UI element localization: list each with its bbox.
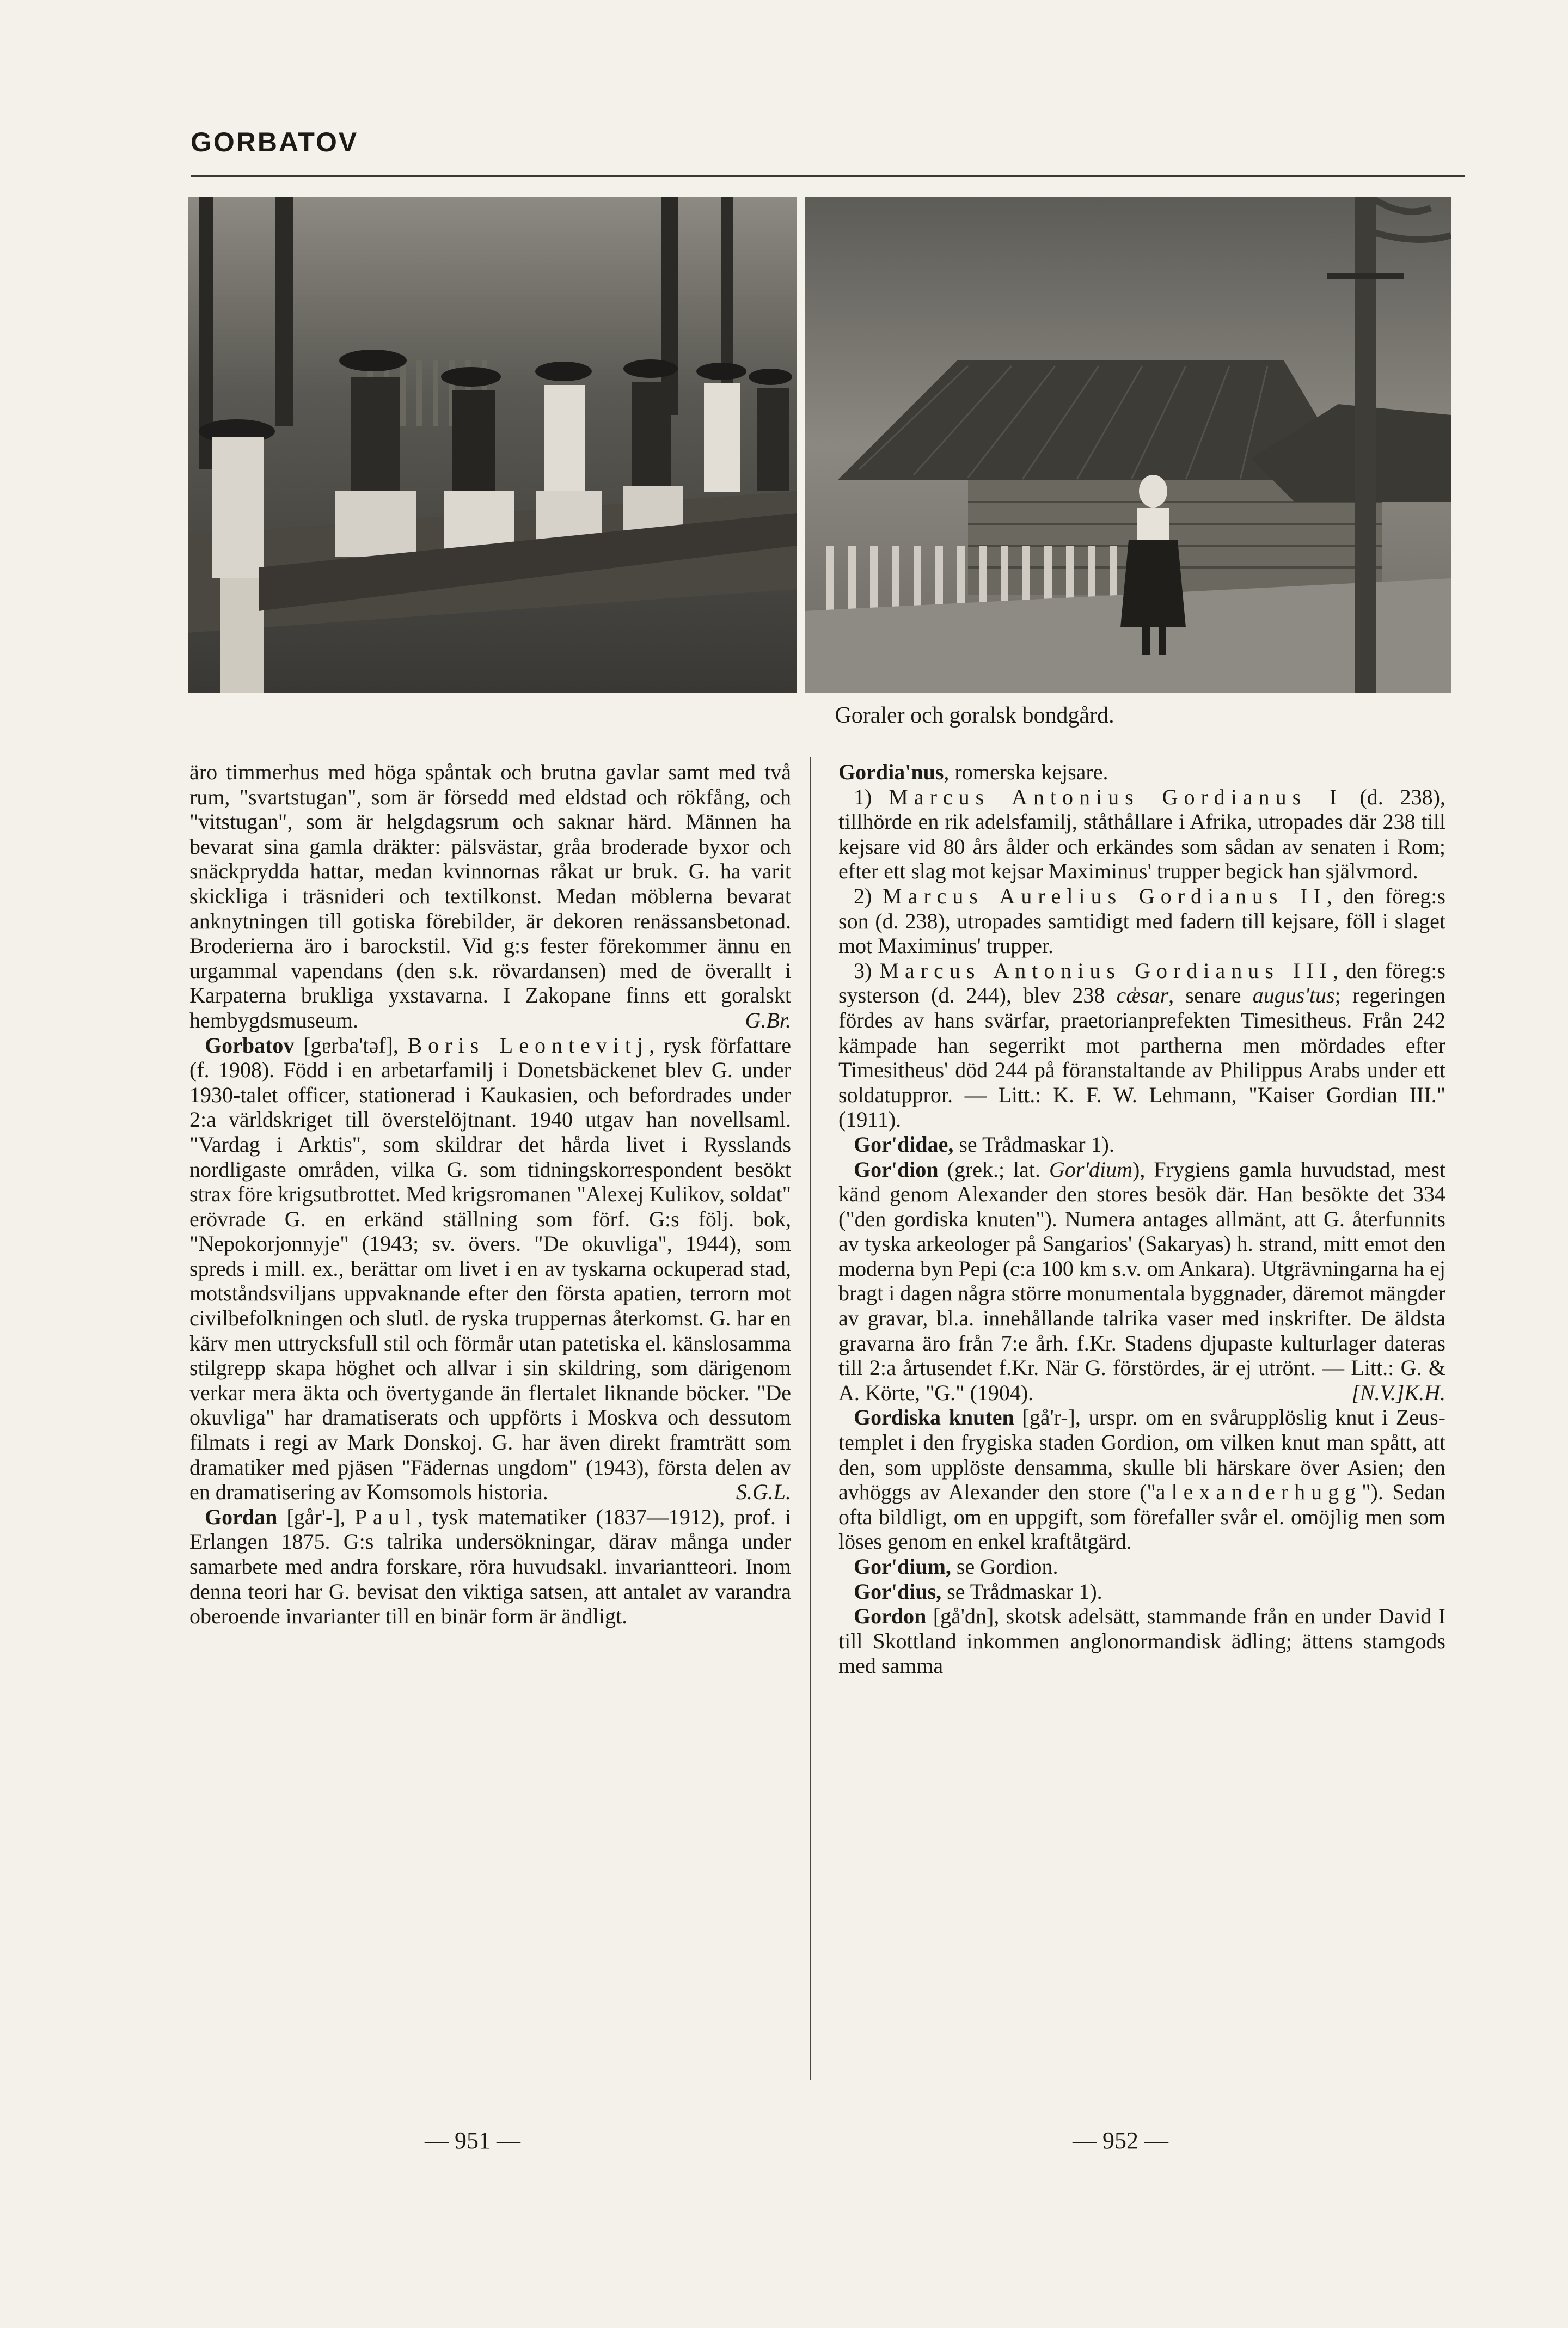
- entry-gorbatov-headword: Gorbatov: [205, 1032, 295, 1058]
- entry-gordianus-text: , romerska kejsare.: [944, 760, 1108, 784]
- entry-gordius-headword: Gor'dius,: [854, 1579, 942, 1604]
- goral-men-illustration: [188, 197, 797, 693]
- entry-gorbatov-pronunciation: [gɐrba'təf],: [294, 1032, 408, 1058]
- page-number-right: — 952 —: [1073, 2127, 1168, 2154]
- entry-gordiska-knuten-headword: Gordiska knuten: [854, 1405, 1014, 1430]
- entry-gordius: [838, 1579, 1445, 1604]
- entry-gordianus-2-number: 2): [854, 883, 883, 908]
- entry-gordiska-knuten-text-a: [gå'r-], urspr. om en svårupplöslig knut i Zeus-templet i den frygiska staden Gordion, om vilken knut man spått, att den, som upplöste densamma, skulle bli härskare över Asien; den avhöggs av Alexander den store (": [838, 1405, 1446, 1505]
- entry-gordianus: [838, 760, 1445, 785]
- entry-gordianus-2: [838, 884, 1445, 958]
- entry-gordianus-headword: Gordia'nus: [838, 760, 944, 784]
- photo-caption: [0, 702, 1568, 729]
- entry-gorbatov-signature: S.G.L.: [736, 1480, 791, 1505]
- entry-gordan-name: Paul: [354, 1504, 418, 1529]
- entry-gordianus-3-text-a: , den föreg:s systerson (d. 244), blev 238: [838, 958, 1445, 1008]
- entry-gordan: [189, 1505, 791, 1629]
- entry-gordianus-3-text-b: , senare: [1168, 983, 1253, 1008]
- running-head: GORBATOV: [191, 127, 359, 157]
- entry-gordiska-knuten-spaced: alexanderhugg: [1155, 1480, 1362, 1505]
- entry-gordianus-1-number: 1): [854, 784, 889, 809]
- entry-gordon: [838, 1604, 1445, 1678]
- goraler-continuation: [189, 760, 791, 1033]
- entry-gordidae: [838, 1132, 1445, 1157]
- entry-gordianus-3: [838, 958, 1445, 1132]
- entry-gordium-headword: Gor'dium,: [854, 1554, 951, 1579]
- photo-caption-text: Goraler och goralsk bondgård.: [835, 703, 1114, 728]
- entry-gordon-text: [gå'dn], skotsk adelsätt, stammande från en under David I till Skottland inkommen anglonormandisk ädling; ättens stamgods med samma: [838, 1604, 1445, 1678]
- entry-gordidae-headword: Gor'didae,: [854, 1132, 954, 1157]
- entry-gorbatov-text: , rysk författare (f. 1908). Född i en arbetarfamilj i Donetsbäckenet blev G. under 1930-talet officer, stationerad i Kaukasien, och befordrades under 2:a världskriget till överstelöjtnant. 1940 utgav han novellsaml. "Vardag i Arktis", som skildrar det hårda livet i Rysslands nordligaste områden, vilka G. som tidningskorrespondent besökt strax före krigsutbrottet. Med krigsromanen "Alexej Kulikov, soldat" erövrade G. en erkänd ställning som förf. G:s följ. bok, "Nepokorjonnyje" (1943; sv. övers. "De okuvliga", 1944), som spreds i mill. ex., berättar om livet i en av tyskarna ockuperad stad, motståndsviljans uppvaknande efter den första apatien, terrorn mot civilbefolkningen och slutl. de ryska truppernas återkomst. G. har en kärv men uttrycksfull stil och förmår utan patetiska el. känslosamma stilgrepp skapa höghet och allvar i sin skildring, som därigenom verkar mera äkta och övertygande än flertalet liknande böcker. "De okuvliga" har dramatiserats och uppförts i Moskva och dessutom filmats i regi av Mark Donskoj. G. har även direkt framträtt som dramatiker med pjäsen "Fädernas ungdom" (1943), första delen av en dramatisering av Komsomols historia.: [189, 1032, 791, 1505]
- entry-gorbatov: [189, 1033, 791, 1505]
- entry-gordon-headword: Gordon: [854, 1604, 927, 1629]
- entry-gordan-text: , tysk matematiker (1837—1912), prof. i Erlangen 1875. G:s talrika undersökningar, därav många under samarbete med andra forskare, röra huvudsakl. invariantteori. Inom denna teori har G. bevisat den viktiga satsen, att antalet av varandra oberoende invarianter till en binär form är ändligt.: [189, 1504, 791, 1629]
- entry-gordianus-3-text-c: ; regeringen fördes av hans svärfar, praetorianprefekten Timesitheus. Från 242 kämpade han segerrikt mot partherna men mördades efter Timesitheus' död 244 på föranstaltande av Philippus Arabs under ett soldatuppror. — Litt.: K. F. W. Lehmann, "Kaiser Gordian III." (1911).: [838, 983, 1445, 1132]
- goral-farmhouse-illustration: [805, 197, 1451, 693]
- entry-gordianus-3-augustus: augus'tus: [1252, 983, 1335, 1008]
- goral-farmhouse-photo: [805, 197, 1451, 693]
- header-rule: [191, 175, 1465, 177]
- entry-gordianus-3-number: 3): [854, 958, 880, 983]
- goraler-text: äro timmerhus med höga spåntak och brutna gavlar samt med två rum, "svartstugan", som är försedd med eldstad och rökfång, och "vitstugan", som är helgdagsrum och saknar härd. Männen ha bevarat sina gamla dräkter: pälsvästar, gråa broderade byxor och snäckprydda hattar, medan kvinnornas råkat ur bruk. G. ha varit skickliga i träsnideri och textilkonst. Medan möblerna bevarat anknytningen till gotiska förebilder, är dekoren renässansbetonad. Broderierna äro i barockstil. Vid g:s fester förekommer ännu en urgammal vapendans (den s.k. rövardansen) med de överallt i Karpaterna brukliga yxstavarna. I Zakopane finns ett goralskt hembygdsmuseum.: [189, 760, 791, 1032]
- entry-gordianus-3-caesar: cæ̍sar: [1116, 983, 1169, 1008]
- entry-gordion-text-b: ), Frygiens gamla huvudstad, mest känd genom Alexander den stores besök där. Han besökte det 334 ("den gordiska knuten"). Numera antages allmänt, att G. återfunnits av tyska arkeologer på Sangarios' (Sakaryas) h. strand, mitt emot den moderna byn Pepi (c:a 100 km s.v. om Ankara). Utgrävningarna ha ej bragt i dagen några större monumentala byggnader, däremot mängder av gravar, bl.a. innehållande talrika vaser med inskrifter. De äldsta gravarna äro från 7:e årh. f.Kr. Stadens djupaste kulturlager dateras till 2:a årtusendet f.Kr. När G. förstördes, är ej utrönt. — Litt.: G. & A. Körte, "G." (1904).: [838, 1157, 1445, 1405]
- column-divider: [810, 757, 811, 2080]
- goral-men-photo: [188, 197, 797, 693]
- entry-gordion-headword: Gor'dion: [854, 1157, 939, 1182]
- entry-gordan-pronunciation: [går'-],: [277, 1504, 355, 1529]
- entry-gordianus-3-name: Marcus Antonius Gordianus III: [879, 958, 1333, 983]
- entry-gordium: [838, 1554, 1445, 1579]
- entry-gordion: [838, 1157, 1445, 1406]
- entry-gordan-headword: Gordan: [205, 1504, 278, 1529]
- entry-gordianus-2-text: , den föreg:s son (d. 238), utropades samtidigt med fadern till kejsare, föll i slaget mot Maximinus' trupper.: [838, 883, 1445, 958]
- left-column: [189, 760, 791, 1629]
- goraler-signature: G.Br.: [745, 1007, 791, 1032]
- entry-gordion-signature: [N.V.]K.H.: [1351, 1380, 1445, 1405]
- entry-gordium-text: se Gordion.: [951, 1554, 1058, 1579]
- right-column: [838, 760, 1445, 1678]
- entry-gordianus-1-name: Marcus Antonius Gordianus I: [889, 784, 1343, 809]
- entry-gorbatov-name: Boris Leontevitj: [407, 1032, 650, 1058]
- entry-gordidae-text: se Trådmaskar 1).: [953, 1132, 1114, 1157]
- entry-gordianus-2-name: Marcus Aurelius Gordianus II: [883, 883, 1327, 908]
- entry-gordianus-1-text: (d. 238), tillhörde en rik adelsfamilj, ståthållare i Afrika, utropades där 238 till kejsare vid 80 års ålder och erkändes som sådan av senaten i Rom; efter ett slag mot kejsar Maximinus' trupper begick han självmord.: [838, 784, 1445, 884]
- entry-gordion-latin: Gor'dium: [1049, 1157, 1133, 1182]
- entry-gordiska-knuten: [838, 1405, 1445, 1554]
- entry-gordiska-knuten-text-b: "). Sedan ofta bildligt, om en uppgift, som förefaller svår el. omöjlig men som löses genom en enkel kraftåtgärd.: [838, 1480, 1445, 1554]
- entry-gordianus-1: [838, 785, 1445, 884]
- entry-gordius-text: se Trådmaskar 1).: [941, 1579, 1102, 1604]
- page-number-left: — 951 —: [425, 2127, 520, 2154]
- entry-gordion-text-a: (grek.; lat.: [938, 1157, 1050, 1182]
